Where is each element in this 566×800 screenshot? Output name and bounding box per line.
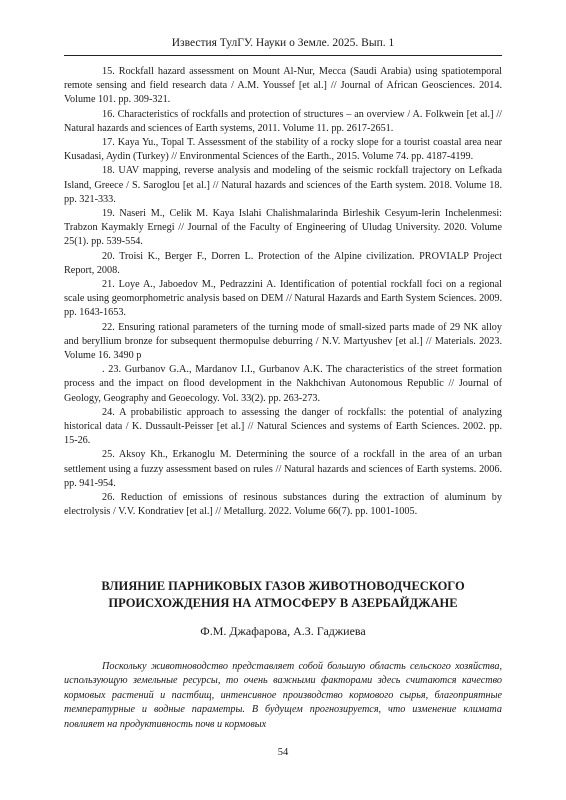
running-header: Известия ТулГУ. Науки о Земле. 2025. Вып. 1	[171, 37, 395, 49]
article-authors: Ф.М. Джафарова, А.З. Гаджиева	[200, 624, 366, 638]
reference-item: 19. Naseri M., Celik M. Kaya Islahi Chalishmalarinda Birleshik Cesyum-lerin Inchelenmesi: Trabzon Kaymakly Ernegi // Journal of the Faculty of Engineering of Uludag University. 2020. Volume 25(1). pp. 539-554.	[64, 208, 502, 248]
reference-item: 15. Rockfall hazard assessment on Mount Al-Nur, Mecca (Saudi Arabia) using spatiotemporal remote sensing and field research data / A.M. Youssef [et al.] // Journal of African Geosciences. 2014. Volume 101. pp. 309-321.	[64, 66, 502, 106]
header-rule	[64, 55, 502, 56]
reference-item: 18. UAV mapping, reverse analysis and modeling of the seismic rockfall trajectory on Lefkada Island, Greece / S. Saroglou [et al.] // Natural hazards and sciences of the Earth system. 2018. Volume 18. pp. 321-333.	[64, 165, 502, 205]
reference-item: . 23. Gurbanov G.A., Mardanov I.I., Gurbanov A.K. The characteristics of the street formation process and the impact on flood development in the Nakhchivan Autonomous Republic // Journal of Geology, Geography and Geoecology. Vol. 33(2). pp. 263-273.	[64, 364, 502, 404]
article-abstract: Поскольку животноводство представляет собой большую область сельского хозяйства, использующую земельные ресурсы, то очень важными факторами здесь считаются качество кормовых растений и пастбищ, интенсивное производство кормового сырья, благоприятные температурные и водные параметры. В будущем прогнозируется, что изменение климата повлияет на продуктивность почв и кормовых	[64, 661, 502, 730]
reference-item: 26. Reduction of emissions of resinous substances during the extraction of aluminum by electrolysis / V.V. Kondratiev [et al.] // Metallurg. 2022. Volume 66(7). pp. 1001-1005.	[64, 492, 502, 518]
reference-item: 16. Characteristics of rockfalls and protection of structures – an overview / A. Folkwein [et al.] // Natural hazards and sciences of Earth systems, 2011. Volume 11. pp. 2617-2651.	[64, 108, 502, 134]
page-number: 54	[277, 747, 289, 758]
reference-item: 24. A probabilistic approach to assessing the danger of rockfalls: the potential of analyzing historical data / K. Dussault-Peisser [et al.] // Natural Sciences and systems of Earth Sciences. 2002. pp. 15-26.	[64, 406, 502, 447]
reference-list	[64, 65, 502, 520]
reference-item: 25. Aksoy Kh., Erkanoglu M. Determining the source of a rockfall in the area of an urban settlement using a fuzzy assessment based on rules // Natural hazards and sciences of Earth systems. 2006. pp. 941-954.	[64, 449, 502, 489]
reference-item: 21. Loye A., Jaboedov M., Pedrazzini A. Identification of potential rockfall foci on a regional scale using geomorphometric analysis based on DEM // Natural Hazards and Earth System Sciences. 2009. pp. 1643-1653.	[64, 279, 502, 319]
reference-item: 22. Ensuring rational parameters of the turning mode of small-sized parts made of 29 NK alloy and beryllium bronze for subsequent thermopulse deburring / N.V. Martyushev [et al.] // Materials. 2023. Volume 16. 3490 p	[64, 321, 502, 362]
reference-item: 20. Troisi K., Berger F., Dorren L. Protection of the Alpine civilization. PROVIALP Project Report, 2008.	[64, 250, 502, 276]
article-title: ВЛИЯНИЕ ПАРНИКОВЫХ ГАЗОВ ЖИВОТНОВОДЧЕСКОГО ПРОИСХОЖДЕНИЯ НА АТМОСФЕРУ В АЗЕРБАЙДЖАНЕ	[101, 579, 465, 610]
reference-item: 17. Kaya Yu., Topal T. Assessment of the stability of a rocky slope for a tourist coastal area near Kusadasi, Aydin (Turkey) // Environmental Sciences of the Earth., 2015. Volume 74. pp. 4187-4199.	[64, 137, 502, 163]
